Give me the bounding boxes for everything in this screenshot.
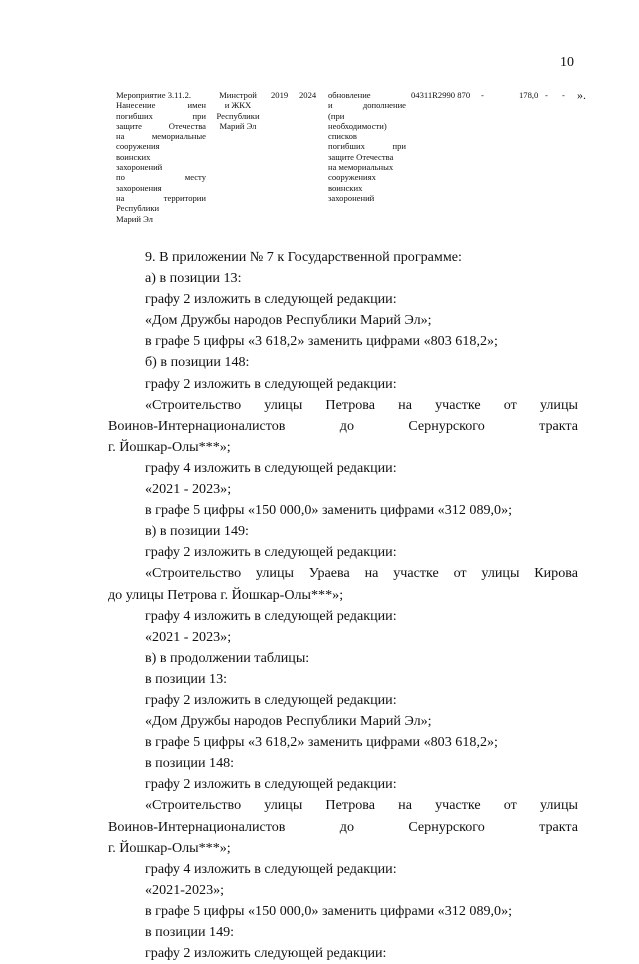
cell-line: захоронений	[116, 162, 163, 173]
table-cell-dash: -	[481, 90, 484, 100]
cell-line: погибших при	[328, 141, 406, 152]
paragraph: графу 2 изложить в следующей редакции:	[145, 776, 397, 793]
cell-line: необходимости)	[328, 120, 387, 131]
paragraph: б) в позиции 148:	[145, 354, 250, 371]
cell-line: захоронений	[328, 192, 375, 203]
paragraph: 9. В приложении № 7 к Государственной программе:	[145, 249, 462, 265]
table-cell-budget-code: 04311R2990 870	[411, 90, 471, 100]
cell-line: Минстрой	[219, 90, 257, 100]
paragraph: графу 2 изложить в следующей редакции:	[145, 375, 397, 392]
paragraph: в графе 5 цифры «3 618,2» заменить цифрами «803 618,2»;	[145, 734, 498, 751]
paragraph: графу 2 изложить следующей редакции:	[145, 945, 387, 962]
cell-line: обновление	[328, 90, 371, 100]
paragraph-line: г. Йошкар-Олы***»;	[108, 839, 231, 856]
table-cell-end-year: 2024	[299, 90, 317, 100]
paragraph	[108, 395, 578, 458]
cell-line: Нанесение имен	[116, 100, 206, 111]
cell-line: Мероприятие 3.11.2.	[116, 90, 192, 100]
cell-line: погибших при	[116, 110, 206, 121]
cell-line: Марий Эл	[219, 120, 257, 131]
cell-line: на мемориальных	[328, 162, 394, 173]
cell-line: и ЖКХ	[224, 100, 252, 111]
paragraph: «Дом Дружбы народов Республики Марий Эл»;	[145, 713, 432, 730]
paragraph: «2021-2023»;	[145, 881, 225, 898]
cell-line: защите Отечества	[116, 120, 206, 131]
cell-line: Марий Эл	[116, 213, 153, 224]
paragraph-line: «Строительство улицы Ураева на участке от улицы Кирова	[145, 565, 578, 582]
paragraph: в графе 5 цифры «150 000,0» заменить цифрами «312 089,0»;	[145, 502, 513, 519]
paragraph: в графе 5 цифры «3 618,2» заменить цифрами «803 618,2»;	[145, 333, 498, 350]
paragraph-line: «Строительство улицы Петрова на участке от улицы	[145, 396, 578, 413]
table-cell-dash: -	[562, 90, 565, 100]
table-cell-executor	[213, 90, 263, 131]
paragraph: в позиции 148:	[145, 755, 235, 772]
table-cell-amount: 178,0	[519, 90, 539, 100]
paragraph: в позиции 149:	[145, 924, 235, 940]
cell-line: воинских	[328, 182, 363, 193]
paragraph	[108, 795, 578, 858]
paragraph: «2021 - 2023»;	[145, 628, 232, 645]
paragraph: графу 2 изложить в следующей редакции:	[145, 544, 397, 561]
document-body	[108, 247, 578, 964]
paragraph-line: Воинов-Интернационалистов до Сернурского тракта	[108, 417, 578, 434]
paragraph: графу 4 изложить в следующей редакции:	[145, 607, 397, 624]
table-cell-start-year: 2019	[271, 90, 289, 100]
paragraph	[108, 563, 578, 605]
paragraph-line: до улицы Петрова г. Йошкар-Олы***»;	[108, 586, 344, 603]
paragraph: «2021 - 2023»;	[145, 481, 232, 498]
paragraph-line: Воинов-Интернационалистов до Сернурского тракта	[108, 818, 578, 835]
paragraph: графу 2 изложить в следующей редакции:	[145, 691, 397, 708]
cell-line: защите Отечества	[328, 151, 394, 162]
paragraph: в) в позиции 149:	[145, 523, 249, 540]
paragraph: графу 4 изложить в следующей редакции:	[145, 860, 397, 877]
paragraph: а) в позиции 13:	[145, 270, 242, 287]
cell-line: (при	[328, 110, 345, 121]
cell-line: воинских	[116, 151, 151, 162]
paragraph: в графе 5 цифры «150 000,0» заменить цифрами «312 089,0»;	[145, 902, 513, 919]
table-cell-event-name	[116, 90, 206, 224]
cell-line: на мемориальные	[116, 131, 206, 142]
cell-line: Республики	[216, 110, 260, 121]
page-number: 10	[560, 55, 574, 70]
paragraph: в) в продолжении таблицы:	[145, 649, 310, 666]
cell-line: по месту	[116, 172, 206, 183]
cell-line: списков	[328, 131, 357, 142]
cell-line: сооружениях	[328, 172, 376, 183]
table-closing-quote: ».	[577, 88, 586, 102]
paragraph-line: г. Йошкар-Олы***»;	[108, 438, 231, 455]
paragraph-line: «Строительство улицы Петрова на участке от улицы	[145, 797, 578, 814]
paragraph: в позиции 13:	[145, 670, 228, 687]
cell-line: захоронения	[116, 182, 162, 193]
paragraph: графу 2 изложить в следующей редакции:	[145, 291, 397, 308]
cell-line: сооружения	[116, 141, 160, 152]
cell-line: на территории	[116, 192, 206, 203]
paragraph: графу 4 изложить в следующей редакции:	[145, 459, 397, 476]
table-cell-dash: -	[545, 90, 548, 100]
cell-line: и дополнение	[328, 100, 406, 111]
cell-line: Республики	[116, 203, 160, 214]
table-cell-result	[328, 90, 406, 203]
paragraph: «Дом Дружбы народов Республики Марий Эл»;	[145, 312, 432, 329]
